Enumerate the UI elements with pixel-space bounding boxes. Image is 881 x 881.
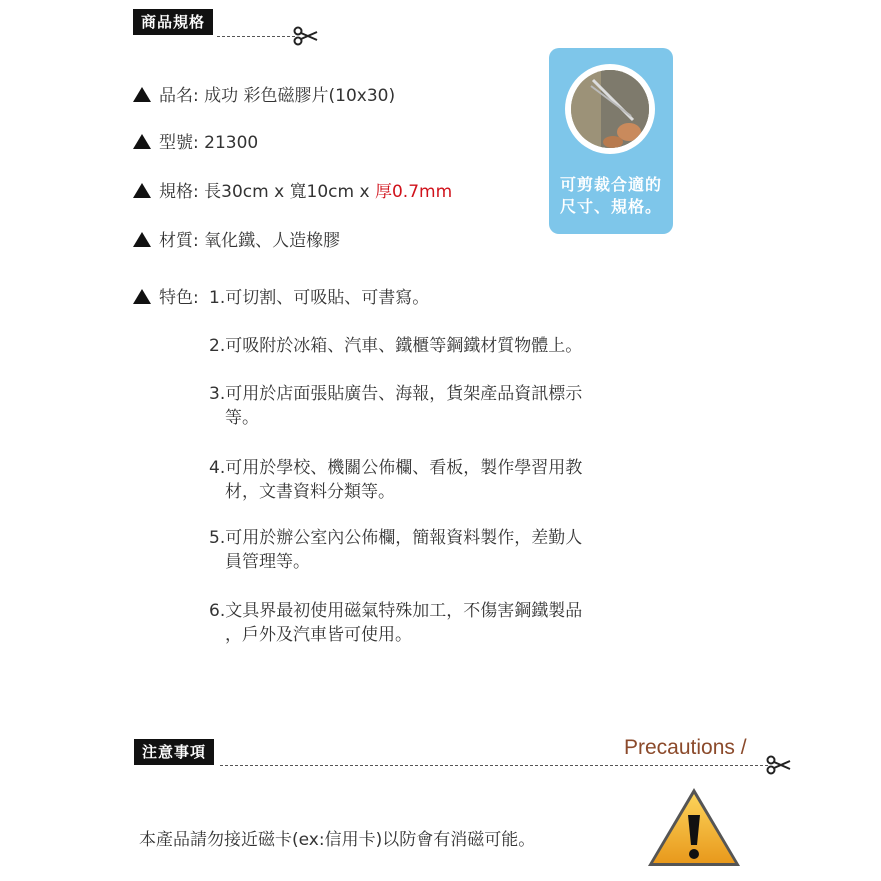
card-caption-line: 尺寸、規格。 xyxy=(559,197,662,216)
spec-size-row xyxy=(133,181,452,203)
feature-line: 1.可切割、可吸貼、可書寫。 xyxy=(209,288,430,308)
spec-thickness-highlight: 厚0.7mm xyxy=(374,182,453,202)
feature-line-continued: 員管理等。 xyxy=(225,552,310,572)
triangle-bullet-icon xyxy=(133,289,151,304)
spec-label: 品名: xyxy=(159,86,199,106)
spec-value: 氧化鐵、人造橡膠 xyxy=(204,231,341,251)
scissors-icon xyxy=(766,754,792,776)
precaution-section-title: 注意事項 xyxy=(134,739,214,765)
feature-line: 3.可用於店面張貼廣告、海報，貨架產品資訊標示 xyxy=(209,384,583,404)
triangle-bullet-icon xyxy=(133,134,151,149)
scissors-cutting-photo xyxy=(571,70,649,148)
features-label: 特色: xyxy=(159,288,199,308)
card-caption-line: 可剪裁合適的 xyxy=(559,175,662,194)
feature-line-continued: 材，文書資料分類等。 xyxy=(225,482,395,502)
spec-section-title: 商品規格 xyxy=(133,9,213,35)
feature-line-continued: ，戶外及汽車皆可使用。 xyxy=(225,625,412,645)
features-label-row xyxy=(133,287,199,309)
feature-item xyxy=(209,526,659,574)
spec-name-row xyxy=(133,85,395,107)
feature-item xyxy=(209,382,659,430)
precaution-note: 本產品請勿接近磁卡(ex:信用卡)以防會有消磁可能。 xyxy=(139,830,536,850)
scissors-icon xyxy=(293,25,319,47)
triangle-bullet-icon xyxy=(133,183,151,198)
triangle-bullet-icon xyxy=(133,87,151,102)
precautions-english-label: Precautions / xyxy=(624,736,747,759)
feature-item xyxy=(209,599,659,647)
feature-line: 6.文具界最初使用磁氣特殊加工，不傷害鋼鐵製品 xyxy=(209,601,583,621)
feature-item xyxy=(209,456,659,504)
spec-label: 規格: xyxy=(159,182,199,202)
feature-line: 2.可吸附於冰箱、汽車、鐵櫃等鋼鐵材質物體上。 xyxy=(209,336,583,356)
feature-item xyxy=(209,286,659,310)
spec-value: 長30cm x 寬10cm x xyxy=(204,182,375,202)
feature-line-continued: 等。 xyxy=(225,408,259,428)
feature-item xyxy=(209,334,659,358)
spec-value: 成功 彩色磁膠片(10x30) xyxy=(204,86,396,106)
spec-material-row xyxy=(133,230,340,252)
spec-value: 21300 xyxy=(204,133,259,153)
precaution-section-divider xyxy=(220,765,768,766)
card-caption xyxy=(549,174,673,218)
spec-section-divider xyxy=(217,36,295,37)
spec-model-row xyxy=(133,132,258,154)
spec-label: 材質: xyxy=(159,231,199,251)
spec-label: 型號: xyxy=(159,133,199,153)
cutting-illustration-icon xyxy=(571,70,649,148)
warning-icon xyxy=(645,785,743,869)
feature-line: 5.可用於辦公室內公佈欄，簡報資料製作，差勤人 xyxy=(209,528,583,548)
cut-to-size-card xyxy=(549,48,673,234)
feature-line: 4.可用於學校、機關公佈欄、看板，製作學習用教 xyxy=(209,458,583,478)
triangle-bullet-icon xyxy=(133,232,151,247)
